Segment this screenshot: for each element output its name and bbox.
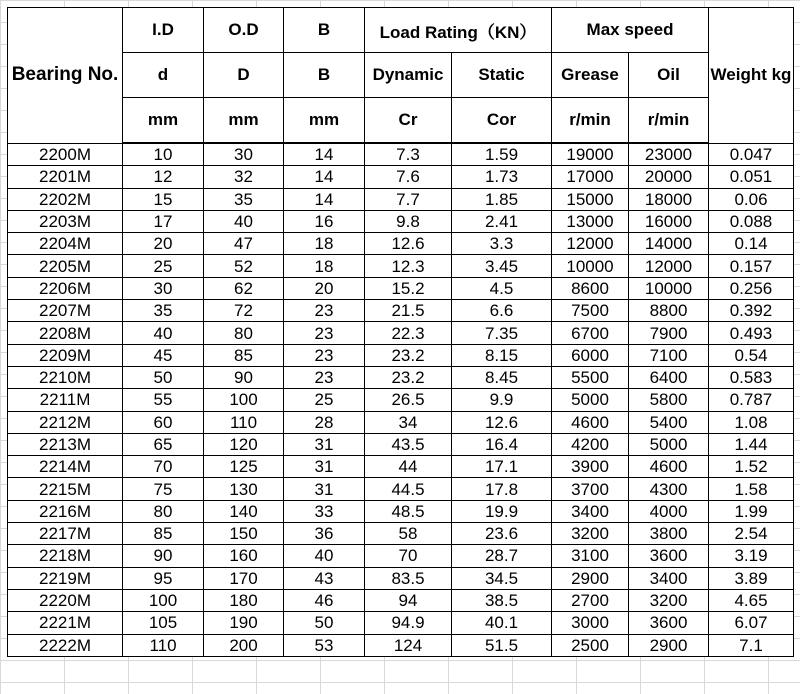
table-row: [8, 210, 794, 232]
table-row: [8, 389, 794, 411]
oil-cell: 7900: [629, 322, 709, 344]
od-cell: 140: [204, 500, 284, 522]
oil-cell: 3400: [629, 567, 709, 589]
od-cell: 150: [204, 523, 284, 545]
width-cell: 25: [284, 389, 365, 411]
dynamic-cell: 124: [365, 634, 452, 656]
oil-cell: 4600: [629, 456, 709, 478]
bearing-cell: 2207M: [8, 300, 123, 322]
dynamic-cell: 12.6: [365, 233, 452, 255]
dynamic-cell: 48.5: [365, 500, 452, 522]
width-cell: 43: [284, 567, 365, 589]
id-cell: 17: [123, 210, 204, 232]
weight-cell: 4.65: [709, 589, 794, 611]
oil-cell: 4300: [629, 478, 709, 500]
header-unit-oil: r/min: [629, 98, 709, 144]
grease-cell: 7500: [552, 300, 629, 322]
grease-cell: 3000: [552, 612, 629, 634]
od-cell: 200: [204, 634, 284, 656]
static-cell: 8.45: [452, 366, 552, 388]
bearing-cell: 2216M: [8, 500, 123, 522]
static-cell: 6.6: [452, 300, 552, 322]
static-cell: 7.35: [452, 322, 552, 344]
od-cell: 32: [204, 166, 284, 188]
header-D-symbol: D: [204, 53, 284, 98]
bearing-cell: 2205M: [8, 255, 123, 277]
od-cell: 35: [204, 188, 284, 210]
grease-cell: 4600: [552, 411, 629, 433]
width-cell: 14: [284, 143, 365, 166]
oil-cell: 3600: [629, 612, 709, 634]
od-cell: 110: [204, 411, 284, 433]
od-cell: 80: [204, 322, 284, 344]
weight-cell: 0.787: [709, 389, 794, 411]
bearing-cell: 2206M: [8, 277, 123, 299]
header-unit-dynamic: Cr: [365, 98, 452, 144]
grease-cell: 17000: [552, 166, 629, 188]
bearing-cell: 2204M: [8, 233, 123, 255]
table-row: [8, 166, 794, 188]
oil-cell: 23000: [629, 143, 709, 166]
header-b: B: [284, 8, 365, 53]
bearing-cell: 2211M: [8, 389, 123, 411]
weight-cell: 0.14: [709, 233, 794, 255]
width-cell: 18: [284, 255, 365, 277]
table-row: [8, 300, 794, 322]
weight-cell: 0.54: [709, 344, 794, 366]
table-row: [8, 612, 794, 634]
weight-cell: 0.392: [709, 300, 794, 322]
weight-cell: 0.583: [709, 366, 794, 388]
weight-cell: 0.256: [709, 277, 794, 299]
weight-cell: 0.493: [709, 322, 794, 344]
dynamic-cell: 94: [365, 589, 452, 611]
header-id: I.D: [123, 8, 204, 53]
dynamic-cell: 43.5: [365, 433, 452, 455]
table-row: [8, 478, 794, 500]
bearing-cell: 2208M: [8, 322, 123, 344]
static-cell: 51.5: [452, 634, 552, 656]
od-cell: 190: [204, 612, 284, 634]
oil-cell: 12000: [629, 255, 709, 277]
bearing-cell: 2218M: [8, 545, 123, 567]
static-cell: 23.6: [452, 523, 552, 545]
weight-cell: 7.1: [709, 634, 794, 656]
id-cell: 10: [123, 143, 204, 166]
static-cell: 17.8: [452, 478, 552, 500]
grease-cell: 3100: [552, 545, 629, 567]
dynamic-cell: 21.5: [365, 300, 452, 322]
id-cell: 30: [123, 277, 204, 299]
table-row: [8, 255, 794, 277]
grease-cell: 5000: [552, 389, 629, 411]
id-cell: 80: [123, 500, 204, 522]
oil-cell: 2900: [629, 634, 709, 656]
dynamic-cell: 7.7: [365, 188, 452, 210]
header-dynamic: Dynamic: [365, 53, 452, 98]
bearing-cell: 2201M: [8, 166, 123, 188]
od-cell: 52: [204, 255, 284, 277]
id-cell: 45: [123, 344, 204, 366]
static-cell: 34.5: [452, 567, 552, 589]
static-cell: 1.59: [452, 143, 552, 166]
table-row: [8, 567, 794, 589]
grease-cell: 4200: [552, 433, 629, 455]
width-cell: 33: [284, 500, 365, 522]
table-row: [8, 322, 794, 344]
dynamic-cell: 44.5: [365, 478, 452, 500]
id-cell: 35: [123, 300, 204, 322]
oil-cell: 7100: [629, 344, 709, 366]
header-d-symbol: d: [123, 53, 204, 98]
grease-cell: 19000: [552, 143, 629, 166]
bearing-cell: 2210M: [8, 366, 123, 388]
bearing-cell: 2222M: [8, 634, 123, 656]
dynamic-cell: 58: [365, 523, 452, 545]
oil-cell: 5400: [629, 411, 709, 433]
id-cell: 95: [123, 567, 204, 589]
od-cell: 30: [204, 143, 284, 166]
table-row: [8, 634, 794, 656]
weight-cell: 3.89: [709, 567, 794, 589]
width-cell: 31: [284, 478, 365, 500]
width-cell: 14: [284, 166, 365, 188]
dynamic-cell: 94.9: [365, 612, 452, 634]
static-cell: 17.1: [452, 456, 552, 478]
static-cell: 16.4: [452, 433, 552, 455]
table-row: [8, 433, 794, 455]
table-row: [8, 143, 794, 166]
width-cell: 23: [284, 344, 365, 366]
bearing-cell: 2213M: [8, 433, 123, 455]
weight-cell: 0.088: [709, 210, 794, 232]
id-cell: 20: [123, 233, 204, 255]
header-weight: Weight kg: [709, 8, 794, 144]
dynamic-cell: 83.5: [365, 567, 452, 589]
id-cell: 100: [123, 589, 204, 611]
grease-cell: 2500: [552, 634, 629, 656]
oil-cell: 4000: [629, 500, 709, 522]
id-cell: 50: [123, 366, 204, 388]
static-cell: 2.41: [452, 210, 552, 232]
bearing-cell: 2217M: [8, 523, 123, 545]
id-cell: 90: [123, 545, 204, 567]
static-cell: 8.15: [452, 344, 552, 366]
grease-cell: 3700: [552, 478, 629, 500]
header-unit-B: mm: [284, 98, 365, 144]
od-cell: 90: [204, 366, 284, 388]
bearing-cell: 2200M: [8, 143, 123, 166]
header-oil: Oil: [629, 53, 709, 98]
static-cell: 12.6: [452, 411, 552, 433]
grease-cell: 3900: [552, 456, 629, 478]
width-cell: 23: [284, 366, 365, 388]
width-cell: 46: [284, 589, 365, 611]
oil-cell: 3200: [629, 589, 709, 611]
width-cell: 31: [284, 456, 365, 478]
od-cell: 125: [204, 456, 284, 478]
static-cell: 38.5: [452, 589, 552, 611]
static-cell: 1.73: [452, 166, 552, 188]
od-cell: 72: [204, 300, 284, 322]
bearing-cell: 2212M: [8, 411, 123, 433]
od-cell: 160: [204, 545, 284, 567]
oil-cell: 3800: [629, 523, 709, 545]
id-cell: 60: [123, 411, 204, 433]
id-cell: 70: [123, 456, 204, 478]
header-B-symbol: B: [284, 53, 365, 98]
weight-cell: 1.44: [709, 433, 794, 455]
grease-cell: 8600: [552, 277, 629, 299]
table-row: [8, 411, 794, 433]
bearing-cell: 2221M: [8, 612, 123, 634]
weight-cell: 1.99: [709, 500, 794, 522]
grease-cell: 2900: [552, 567, 629, 589]
oil-cell: 6400: [629, 366, 709, 388]
static-cell: 1.85: [452, 188, 552, 210]
bearing-cell: 2202M: [8, 188, 123, 210]
bearing-cell: 2203M: [8, 210, 123, 232]
static-cell: 3.3: [452, 233, 552, 255]
weight-cell: 6.07: [709, 612, 794, 634]
width-cell: 16: [284, 210, 365, 232]
header-max-speed: Max speed: [552, 8, 709, 53]
weight-cell: 1.52: [709, 456, 794, 478]
header-load-rating: Load Rating（KN）: [365, 8, 552, 53]
grease-cell: 5500: [552, 366, 629, 388]
oil-cell: 14000: [629, 233, 709, 255]
bearing-cell: 2219M: [8, 567, 123, 589]
width-cell: 20: [284, 277, 365, 299]
oil-cell: 5800: [629, 389, 709, 411]
weight-cell: 2.54: [709, 523, 794, 545]
table-body: [8, 143, 794, 656]
grease-cell: 6700: [552, 322, 629, 344]
width-cell: 36: [284, 523, 365, 545]
bearing-cell: 2220M: [8, 589, 123, 611]
grease-cell: 15000: [552, 188, 629, 210]
dynamic-cell: 7.3: [365, 143, 452, 166]
oil-cell: 8800: [629, 300, 709, 322]
dynamic-cell: 34: [365, 411, 452, 433]
oil-cell: 20000: [629, 166, 709, 188]
weight-cell: 0.157: [709, 255, 794, 277]
id-cell: 85: [123, 523, 204, 545]
oil-cell: 18000: [629, 188, 709, 210]
weight-cell: 1.58: [709, 478, 794, 500]
id-cell: 40: [123, 322, 204, 344]
oil-cell: 16000: [629, 210, 709, 232]
dynamic-cell: 23.2: [365, 344, 452, 366]
static-cell: 28.7: [452, 545, 552, 567]
oil-cell: 10000: [629, 277, 709, 299]
width-cell: 31: [284, 433, 365, 455]
od-cell: 100: [204, 389, 284, 411]
dynamic-cell: 26.5: [365, 389, 452, 411]
width-cell: 14: [284, 188, 365, 210]
weight-cell: 0.06: [709, 188, 794, 210]
table-row: [8, 589, 794, 611]
dynamic-cell: 12.3: [365, 255, 452, 277]
od-cell: 40: [204, 210, 284, 232]
dynamic-cell: 7.6: [365, 166, 452, 188]
weight-cell: 3.19: [709, 545, 794, 567]
static-cell: 4.5: [452, 277, 552, 299]
dynamic-cell: 23.2: [365, 366, 452, 388]
id-cell: 12: [123, 166, 204, 188]
od-cell: 180: [204, 589, 284, 611]
header-unit-grease: r/min: [552, 98, 629, 144]
dynamic-cell: 22.3: [365, 322, 452, 344]
table-row: [8, 233, 794, 255]
static-cell: 9.9: [452, 389, 552, 411]
header-unit-D: mm: [204, 98, 284, 144]
width-cell: 53: [284, 634, 365, 656]
id-cell: 55: [123, 389, 204, 411]
grease-cell: 3200: [552, 523, 629, 545]
table-row: [8, 188, 794, 210]
width-cell: 18: [284, 233, 365, 255]
width-cell: 23: [284, 300, 365, 322]
weight-cell: 0.051: [709, 166, 794, 188]
id-cell: 65: [123, 433, 204, 455]
table-row: [8, 344, 794, 366]
grease-cell: 6000: [552, 344, 629, 366]
od-cell: 120: [204, 433, 284, 455]
id-cell: 110: [123, 634, 204, 656]
od-cell: 85: [204, 344, 284, 366]
header-unit-static: Cor: [452, 98, 552, 144]
header-grease: Grease: [552, 53, 629, 98]
od-cell: 130: [204, 478, 284, 500]
table-row: [8, 523, 794, 545]
header-unit-d: mm: [123, 98, 204, 144]
width-cell: 23: [284, 322, 365, 344]
grease-cell: 3400: [552, 500, 629, 522]
od-cell: 62: [204, 277, 284, 299]
header-bearing-no: Bearing No.: [8, 8, 123, 144]
dynamic-cell: 70: [365, 545, 452, 567]
table-row: [8, 500, 794, 522]
table-row: [8, 277, 794, 299]
width-cell: 40: [284, 545, 365, 567]
bearing-cell: 2215M: [8, 478, 123, 500]
dynamic-cell: 44: [365, 456, 452, 478]
id-cell: 75: [123, 478, 204, 500]
width-cell: 50: [284, 612, 365, 634]
oil-cell: 5000: [629, 433, 709, 455]
oil-cell: 3600: [629, 545, 709, 567]
grease-cell: 10000: [552, 255, 629, 277]
id-cell: 15: [123, 188, 204, 210]
grease-cell: 2700: [552, 589, 629, 611]
header-static: Static: [452, 53, 552, 98]
weight-cell: 1.08: [709, 411, 794, 433]
id-cell: 105: [123, 612, 204, 634]
table-row: [8, 366, 794, 388]
bearing-cell: 2209M: [8, 344, 123, 366]
od-cell: 170: [204, 567, 284, 589]
grease-cell: 12000: [552, 233, 629, 255]
table-row: [8, 545, 794, 567]
weight-cell: 0.047: [709, 143, 794, 166]
grease-cell: 13000: [552, 210, 629, 232]
bearing-spec-table: [7, 7, 794, 657]
static-cell: 19.9: [452, 500, 552, 522]
dynamic-cell: 15.2: [365, 277, 452, 299]
table-row: [8, 456, 794, 478]
static-cell: 3.45: [452, 255, 552, 277]
header-od: O.D: [204, 8, 284, 53]
od-cell: 47: [204, 233, 284, 255]
static-cell: 40.1: [452, 612, 552, 634]
bearing-cell: 2214M: [8, 456, 123, 478]
id-cell: 25: [123, 255, 204, 277]
dynamic-cell: 9.8: [365, 210, 452, 232]
width-cell: 28: [284, 411, 365, 433]
